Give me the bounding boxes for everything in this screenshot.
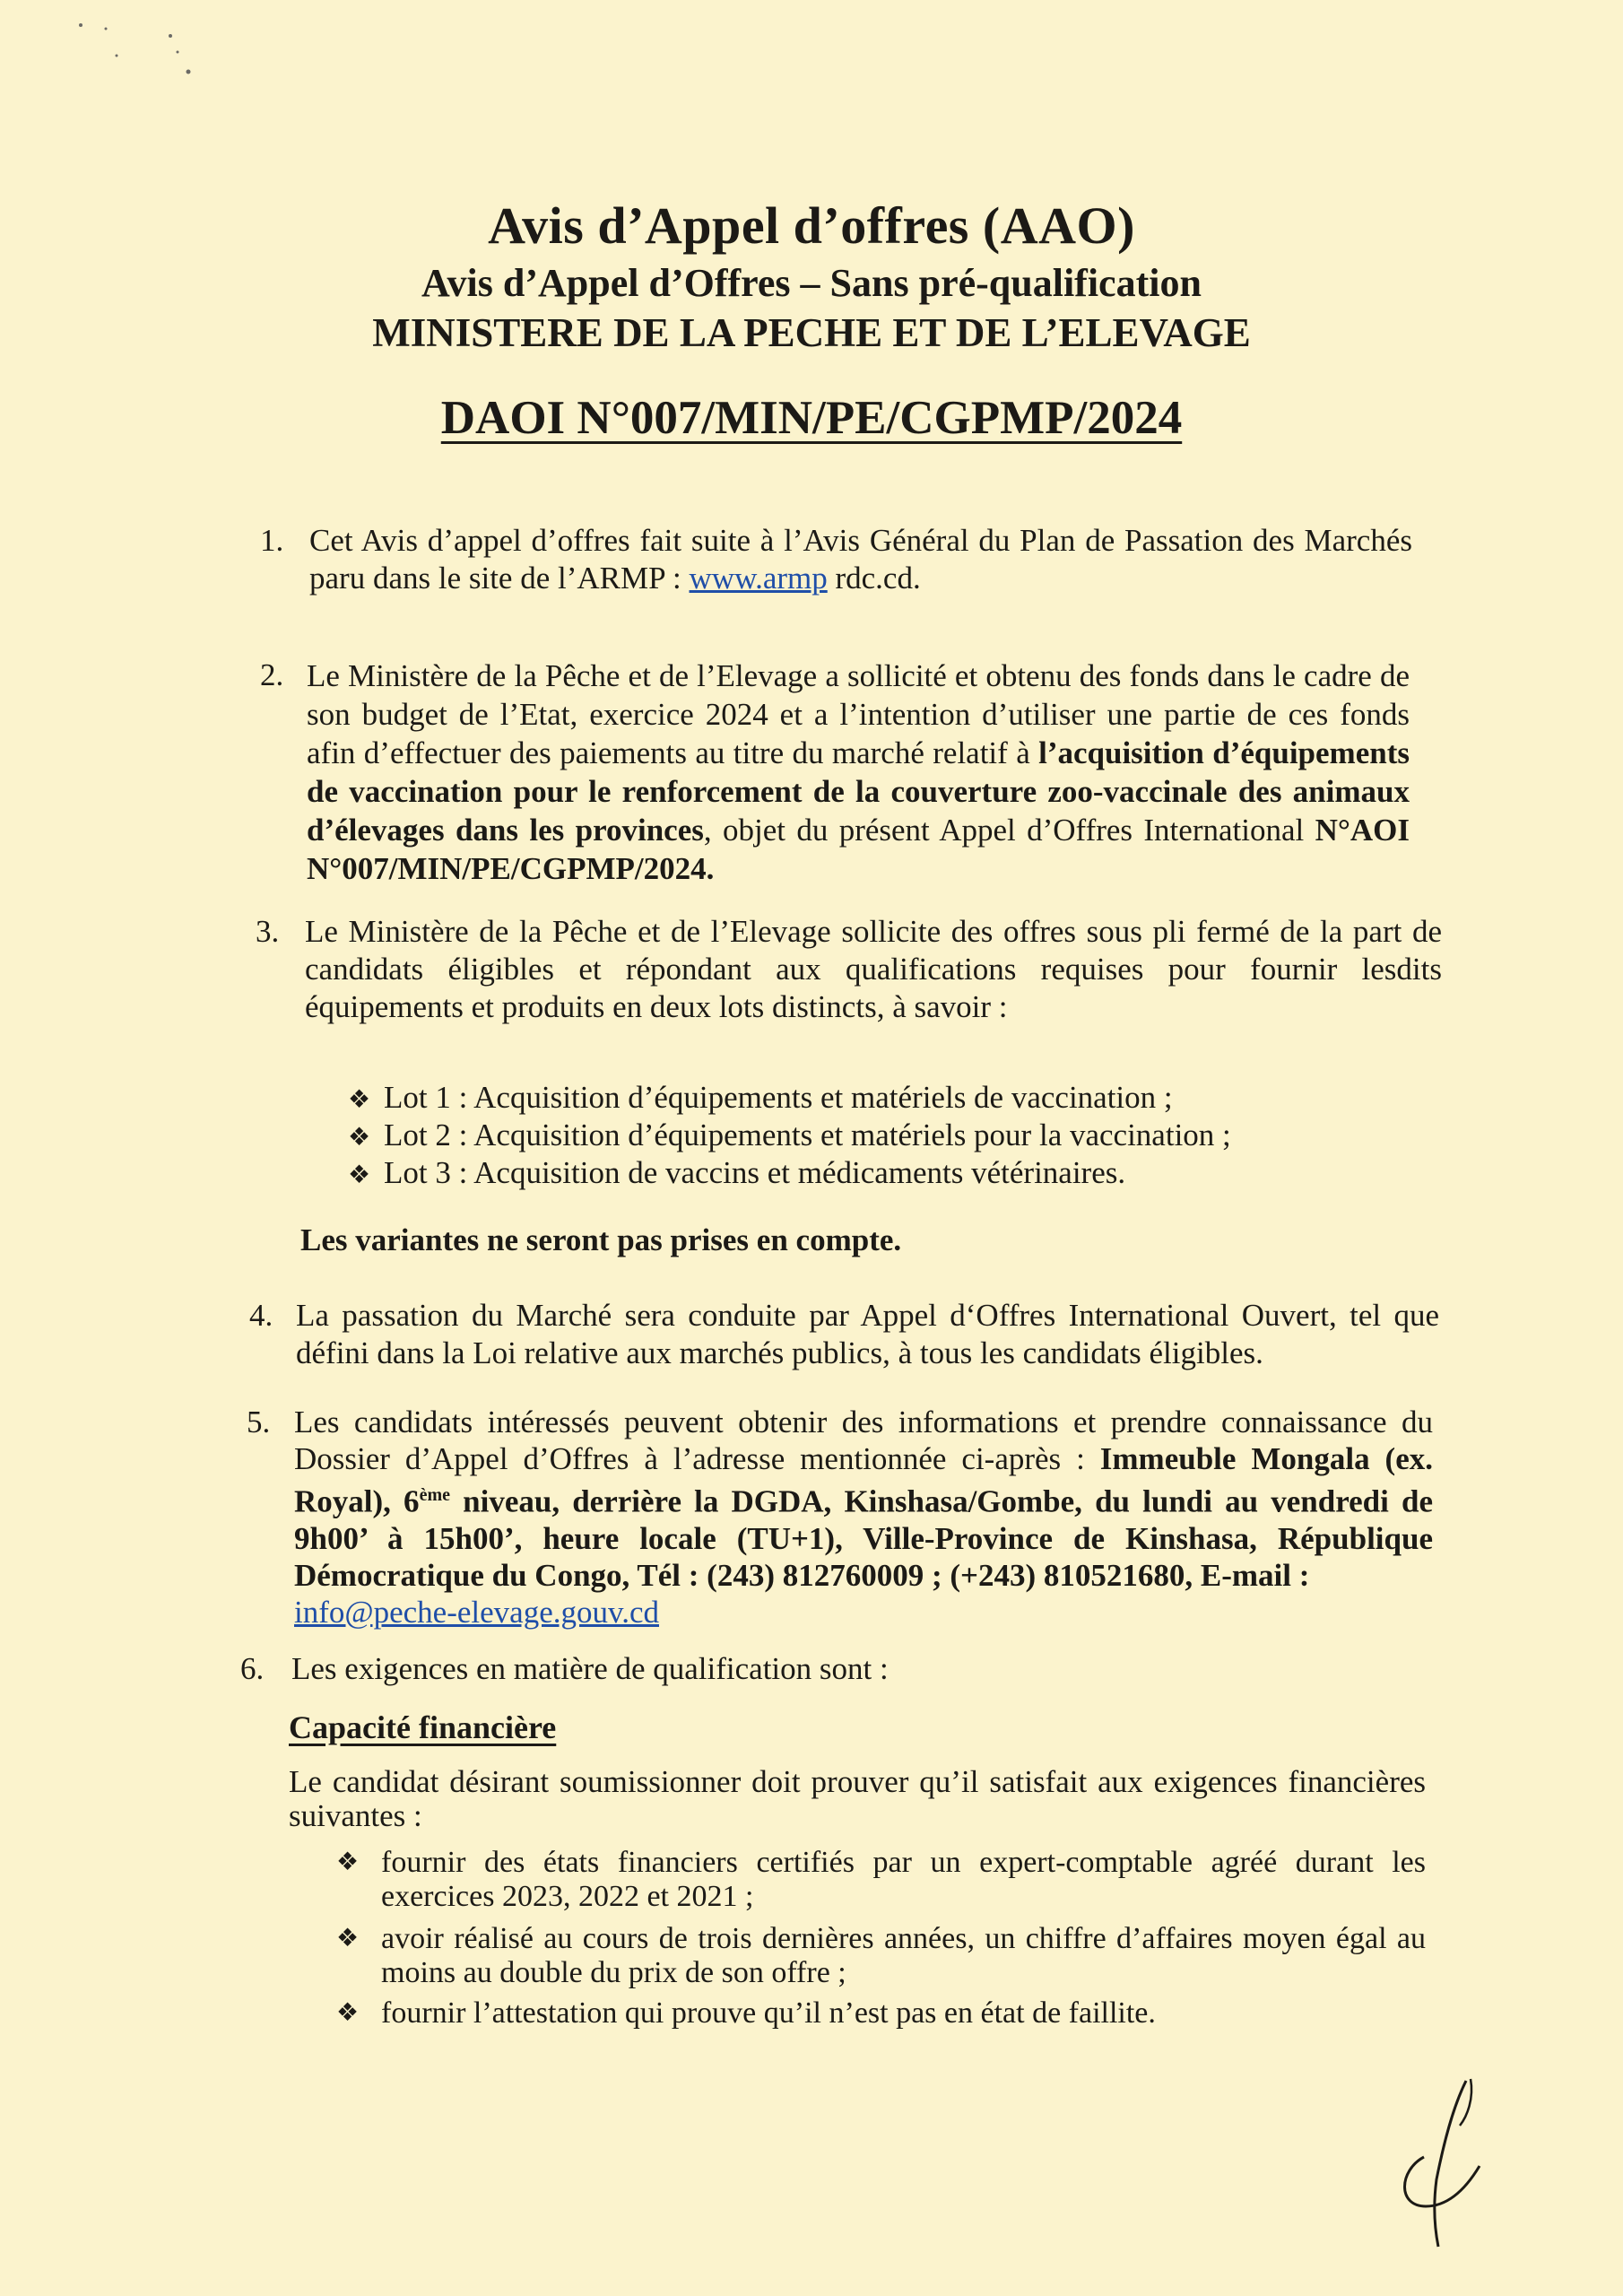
email-link[interactable]: info@peche-elevage.gouv.cd [294,1594,659,1630]
paragraph-6: Les exigences en matière de qualification sont : [291,1651,889,1686]
bullet-icon: ❖ [348,1086,371,1114]
armp-link[interactable]: www.armp [689,561,828,596]
item-number-1: 1. [260,523,284,558]
document-subtitle: Avis d’Appel d’Offres – Sans pré-qualification [421,261,1202,305]
paragraph-2: Le Ministère de la Pêche et de l’Elevage a sollicité et obtenu des fonds dans le cadre de son budget de l’Etat, exercice 2024 et a l’intention d’utiliser une partie de ces fonds afin d’effectuer des paiements au titre du marché relatif à l’acquisition d’équipements de vaccination pour le renforcement de la couverture zoo-vaccinale des animaux d’élevages dans les provinces, objet du présent Appel d’Offres International N°AOI N°007/MIN/PE/CGPMP/2024. [307,658,1410,886]
bullet-icon: ❖ [348,1161,371,1189]
paragraph-5: Les candidats intéressés peuvent obtenir des informations et prendre connaissance du Dossier d’Appel d’Offres à l’adresse mentionnée ci-après : Immeuble Mongala (ex. Royal), 6ème niveau, derrière la DGDA, Kinshasa/Gombe, du lundi au vendredi de 9h00’ à 15h00’, heure locale (TU+1), Ville-Province de Kinshasa, République Démocratique du Congo, Tél : (243) 812760009 ; (+243) 810521680, E-mail : info@peche-elevage.gouv.cd [294,1405,1433,1630]
variants-note: Les variantes ne seront pas prises en compte. [300,1222,902,1257]
item-number-3: 3. [256,914,280,949]
item-number-4: 4. [249,1298,273,1333]
lot-item-3: ❖ Lot 3 : Acquisition de vaccins et médicaments vétérinaires. [348,1154,1125,1195]
paragraph-3: Le Ministère de la Pêche et de l’Elevage sollicite des offres sous pli fermé de la part de candidats éligibles et répondant aux qualifications requises pour fournir lesdits équipements et produits en deux lots distincts, à savoir : [305,914,1442,1024]
item-number-5: 5. [247,1405,271,1439]
bullet-icon: ❖ [336,1848,360,1876]
signature [1381,2072,1506,2251]
financial-intro: Le candidat désirant soumissionner doit prouver qu’il satisfait aux exigences financières suivantes : [289,1764,1426,1833]
paragraph-1: Cet Avis d’appel d’offres fait suite à l’Avis Général du Plan de Passation des Marchés paru dans le site de l’ARMP : www.armp rdc.cd. [309,523,1412,596]
financial-bullet-3: ❖ fournir l’attestation qui prouve qu’il n’est pas en état de faillite. [336,1996,1156,2030]
bullet-icon: ❖ [348,1124,371,1152]
financial-bullet-2: ❖ avoir réalisé au cours de trois dernières années, un chiffre d’affaires moyen égal au moins au double du prix de son offre ; [336,1922,1426,1989]
section-title: Capacité financière [289,1709,557,1745]
paragraph-4: La passation du Marché sera conduite par Appel d‘Offres International Ouvert, tel que défini dans la Loi relative aux marchés publics, à tous les candidats éligibles. [296,1298,1439,1370]
lot-item-2: ❖ Lot 2 : Acquisition d’équipements et matériels pour la vaccination ; [348,1117,1231,1157]
bullet-icon: ❖ [336,1925,360,1952]
reference-number: DAOI N°007/MIN/PE/CGPMP/2024 [440,392,1183,444]
lot-item-1: ❖ Lot 1 : Acquisition d’équipements et matériels de vaccination ; [348,1079,1173,1119]
financial-bullet-1: ❖ fournir des états financiers certifiés par un expert-comptable agréé durant les exercices 2023, 2022 et 2021 ; [336,1846,1426,1913]
document-title: Avis d’Appel d’offres (AAO) [488,196,1135,255]
ministry-name: MINISTERE DE LA PECHE ET DE L’ELEVAGE [372,310,1251,355]
scan-specks [63,9,224,81]
item-number-2: 2. [260,657,284,692]
bullet-icon: ❖ [336,1999,360,2027]
item-number-6: 6. [240,1651,265,1686]
